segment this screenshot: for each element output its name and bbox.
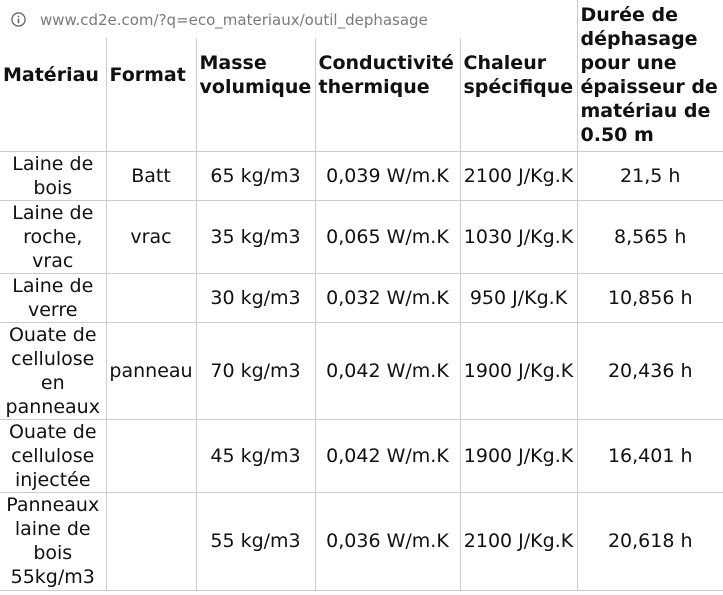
cell-masse: 35 kg/m3	[196, 200, 315, 273]
cell-format	[106, 273, 196, 322]
header-materiau: Matériau	[0, 0, 106, 151]
cell-materiau: Panneaux laine de bois 55kg/m3	[0, 492, 106, 590]
cell-masse: 70 kg/m3	[196, 322, 315, 419]
header-masse-volumique: Masse volumique	[196, 0, 315, 151]
cell-format: Batt	[106, 151, 196, 200]
header-conductivite: Conductivité thermique	[315, 0, 460, 151]
cell-conductivite: 0,036 W/m.K	[315, 492, 460, 590]
cell-materiau: Laine de verre	[0, 273, 106, 322]
table-row	[0, 273, 723, 322]
cell-chaleur: 950 J/Kg.K	[460, 273, 577, 322]
table-row	[0, 492, 723, 590]
cell-masse: 30 kg/m3	[196, 273, 315, 322]
table-row	[0, 322, 723, 419]
cell-materiau: Laine de roche, vrac	[0, 200, 106, 273]
table-row	[0, 200, 723, 273]
cell-materiau: Ouate de cellulose en panneaux	[0, 322, 106, 419]
cell-materiau: Ouate de cellulose injectée	[0, 419, 106, 492]
cell-duree: 20,436 h	[577, 322, 723, 419]
cell-conductivite: 0,039 W/m.K	[315, 151, 460, 200]
cell-chaleur: 1900 J/Kg.K	[460, 322, 577, 419]
cell-chaleur: 1900 J/Kg.K	[460, 419, 577, 492]
header-format: Format	[106, 0, 196, 151]
url-text[interactable]: www.cd2e.com/?q=eco_materiaux/outil_dephasage	[40, 11, 428, 29]
cell-format	[106, 419, 196, 492]
cell-duree: 20,618 h	[577, 492, 723, 590]
cell-masse: 45 kg/m3	[196, 419, 315, 492]
cell-masse: 65 kg/m3	[196, 151, 315, 200]
header-chaleur-specifique: Chaleur spécifique	[460, 0, 577, 151]
header-duree-dephasage: Durée de déphasage pour une épaisseur de matériau de 0.50 m	[577, 0, 723, 151]
cell-duree: 8,565 h	[577, 200, 723, 273]
table-row	[0, 419, 723, 492]
table-row	[0, 151, 723, 200]
cell-chaleur: 2100 J/Kg.K	[460, 492, 577, 590]
cell-chaleur: 2100 J/Kg.K	[460, 151, 577, 200]
cell-masse: 55 kg/m3	[196, 492, 315, 590]
cell-duree: 16,401 h	[577, 419, 723, 492]
cell-chaleur: 1030 J/Kg.K	[460, 200, 577, 273]
cell-conductivite: 0,032 W/m.K	[315, 273, 460, 322]
cell-format	[106, 492, 196, 590]
cell-duree: 10,856 h	[577, 273, 723, 322]
cell-format: vrac	[106, 200, 196, 273]
cell-conductivite: 0,042 W/m.K	[315, 419, 460, 492]
address-bar[interactable]	[0, 0, 575, 38]
info-icon[interactable]	[11, 12, 26, 27]
cell-duree: 21,5 h	[577, 151, 723, 200]
cell-format: panneau	[106, 322, 196, 419]
cell-conductivite: 0,065 W/m.K	[315, 200, 460, 273]
cell-materiau: Laine de bois	[0, 151, 106, 200]
cell-conductivite: 0,042 W/m.K	[315, 322, 460, 419]
